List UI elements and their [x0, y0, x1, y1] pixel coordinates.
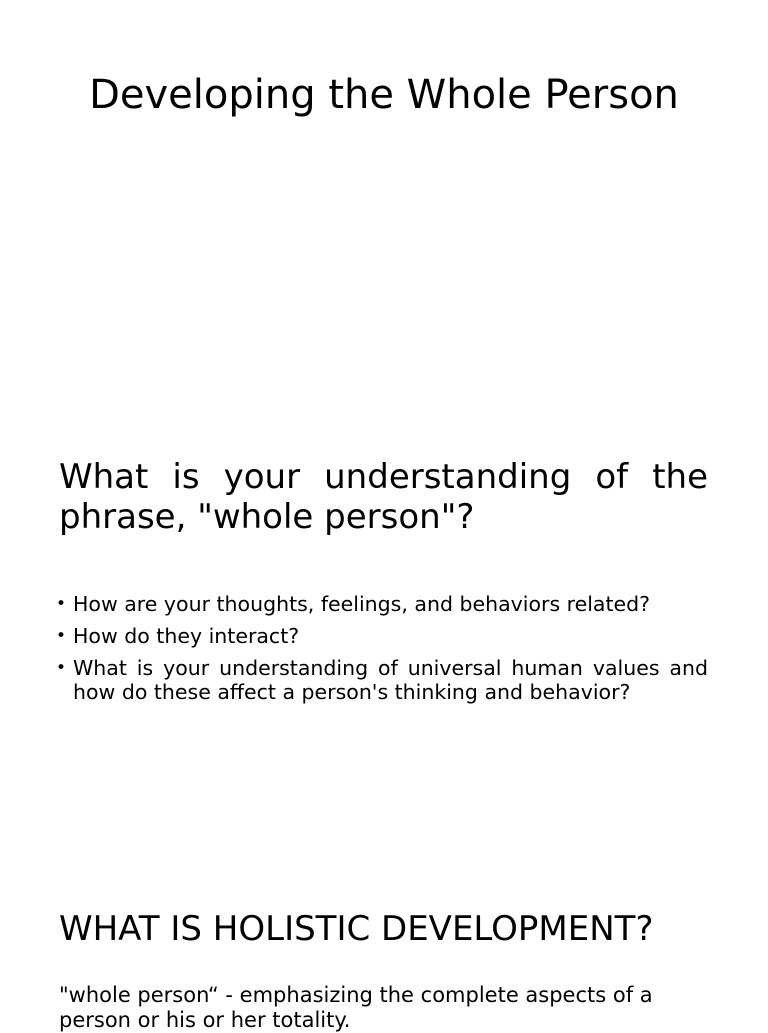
list-item-text: How do they interact?	[73, 624, 300, 648]
definition-text: "whole person“ - emphasizing the complete aspects of a person or his or her totality.	[59, 983, 653, 1032]
list-item-text: How are your thoughts, feelings, and behaviors related?	[73, 592, 651, 616]
bullet-icon: •	[56, 658, 67, 678]
question-heading: What is your understanding of the phrase, "whole person"?	[59, 457, 708, 537]
list-item	[56, 624, 708, 648]
question-bullet-list	[56, 592, 708, 712]
bullet-icon: •	[56, 594, 67, 614]
section-heading: WHAT IS HOLISTIC DEVELOPMENT?	[59, 909, 654, 949]
list-item	[56, 592, 708, 616]
slide-title: Developing the Whole Person	[89, 72, 679, 118]
list-item	[56, 656, 708, 704]
list-item-text: What is your understanding of universal human values and how do these affect a person's thinking and behavior?	[73, 656, 708, 704]
bullet-icon: •	[56, 626, 67, 646]
